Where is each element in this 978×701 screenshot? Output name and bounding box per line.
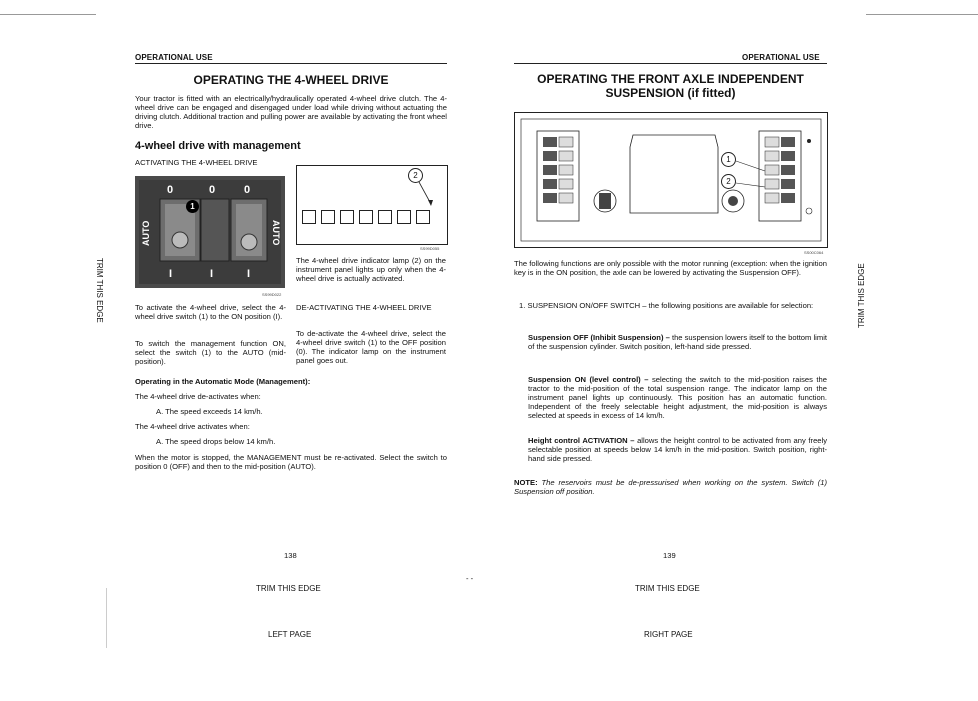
- photo-caption: SS99D022: [262, 292, 282, 297]
- speed-exceeds: A. The speed exceeds 14 km/h.: [156, 407, 263, 416]
- right-header-rule: [514, 63, 827, 64]
- panel-icon-5: [378, 210, 392, 224]
- activates-when: The 4-wheel drive activates when:: [135, 422, 250, 431]
- motor-stopped-text: When the motor is stopped, the MANAGEMENT must be re-activated. Select the switch to position 0 (OFF) and then to the mid-position (AUTO).: [135, 453, 447, 472]
- dashboard-graphic: [515, 113, 827, 247]
- switch-text: To switch the management function ON, select the switch (1) to the AUTO (mid-position).: [135, 339, 286, 367]
- left-intro: Your tractor is fitted with an electrically/hydraulically operated 4-wheel drive clutch. The 4-wheel drive can be engaged and disengaged under load while driving without actuating the driving clutch. Additional traction and pulling power are available by activating the front wheel drive.: [135, 94, 447, 131]
- photo-digit-1: 0: [167, 184, 174, 196]
- center-mark: - -: [466, 574, 474, 583]
- suspension-off-label: Suspension OFF (Inhibit Suspension) –: [528, 333, 670, 342]
- right-intro: The following functions are only possible with the motor running (exception: when the ignition key is in the ON position, the axle can be lowered by activating the Suspension OFF).: [514, 259, 827, 278]
- left-section-heading: 4-wheel drive with management: [135, 140, 301, 152]
- right-page-label: RIGHT PAGE: [644, 630, 693, 639]
- dashboard-diagram: [514, 112, 828, 248]
- deactivate-text: To de-activate the 4-wheel drive, select the 4-wheel drive switch (1) to the OFF position (0). The indicator lamp on the instrument panel goes out.: [296, 329, 446, 366]
- note-text: The reservoirs must be de-pressurised when working on the system. Switch (1) Suspension off position.: [514, 478, 827, 497]
- suspension-off-text: the suspension lowers itself to the bottom limit of the suspension cylinder. Switch position, left-hand side pressed.: [528, 333, 827, 352]
- deactivating-heading: DE-ACTIVATING THE 4-WHEEL DRIVE: [296, 303, 432, 312]
- photo-digit-2: 0: [209, 184, 216, 196]
- activate-text: To activate the 4-wheel drive, select the 4-wheel drive switch (1) to the ON position (I).: [135, 303, 286, 322]
- panel-icon-6: [397, 210, 411, 224]
- suspension-switch-item: 1. SUSPENSION ON/OFF SWITCH – the following positions are available for selection:: [519, 301, 814, 310]
- photo-bottom-1: I: [169, 268, 173, 280]
- right-trim-bottom: TRIM THIS EDGE: [635, 584, 700, 593]
- panel-icon-2: [321, 210, 335, 224]
- photo-bottom-3: I: [247, 268, 251, 280]
- left-title: OPERATING THE 4-WHEEL DRIVE: [193, 73, 389, 87]
- panel-callout-2: 2: [408, 168, 423, 183]
- photo-callout-1: 1: [186, 200, 199, 213]
- auto-mode-heading: Operating in the Automatic Mode (Management):: [135, 377, 311, 386]
- deactivates-when: The 4-wheel drive de-activates when:: [135, 392, 261, 401]
- trim-mark-left-vertical: [106, 588, 107, 648]
- left-page-number: 138: [284, 551, 297, 560]
- photo-bottom-2: I: [210, 268, 214, 280]
- left-header-rule: [135, 63, 447, 64]
- trim-mark-top-left: [0, 14, 96, 15]
- right-page-number: 139: [663, 551, 676, 560]
- panel-icon-3: [340, 210, 354, 224]
- note-paragraph: [514, 478, 827, 496]
- height-control-paragraph: [528, 436, 827, 463]
- trim-mark-top-right: [866, 14, 978, 15]
- left-trim-bottom: TRIM THIS EDGE: [256, 584, 321, 593]
- right-side-trim: TRIM THIS EDGE: [857, 263, 866, 328]
- panel-icon-1: [302, 210, 316, 224]
- suspension-on-label: Suspension ON (level control) –: [528, 375, 649, 384]
- diagram-callout-2: 2: [721, 174, 736, 189]
- left-subheading: ACTIVATING THE 4-WHEEL DRIVE: [135, 158, 258, 167]
- dashboard-caption: SS00C064: [804, 250, 824, 255]
- suspension-off-paragraph: [528, 333, 827, 351]
- note-label: NOTE:: [514, 478, 538, 487]
- photo-digit-3: 0: [244, 184, 251, 196]
- right-header: OPERATIONAL USE: [742, 53, 820, 62]
- suspension-on-paragraph: [528, 375, 827, 420]
- photo-auto-left: AUTO: [141, 220, 151, 246]
- panel-icon-4wd: [416, 210, 430, 224]
- left-page-label: LEFT PAGE: [268, 630, 312, 639]
- photo-auto-right: AUTO: [271, 220, 281, 246]
- suspension-on-text: selecting the switch to the mid-position raises the tractor to the mid-position of the total suspension range. The indicator lamp on the instrument panel lights up continuously. This position has an automatic function. Independent of the freely selectable height adjustment, the mid-position is always selected at speeds in excess of 14 km/h.: [528, 375, 827, 421]
- height-control-text: allows the height control to be activated from any freely selectable position at speeds below 14 km/h in the mid-position. Switch position, right-hand side pressed.: [528, 436, 827, 464]
- switch-photo: [135, 176, 285, 288]
- right-title: OPERATING THE FRONT AXLE INDEPENDENT SUSPENSION (if fitted): [537, 72, 804, 100]
- indicator-text: The 4-wheel drive indicator lamp (2) on the instrument panel lights up only when the 4-wheel drive is actually activated.: [296, 256, 446, 284]
- panel-icon-4: [359, 210, 373, 224]
- diagram-callout-1: 1: [721, 152, 736, 167]
- panel-arrow: [297, 166, 447, 244]
- left-side-trim: TRIM THIS EDGE: [95, 258, 104, 323]
- panel-caption: SS99D055: [420, 246, 440, 251]
- speed-drops: A. The speed drops below 14 km/h.: [156, 437, 276, 446]
- instrument-panel-diagram: [296, 165, 448, 245]
- height-control-label: Height control ACTIVATION –: [528, 436, 635, 445]
- left-header: OPERATIONAL USE: [135, 53, 213, 62]
